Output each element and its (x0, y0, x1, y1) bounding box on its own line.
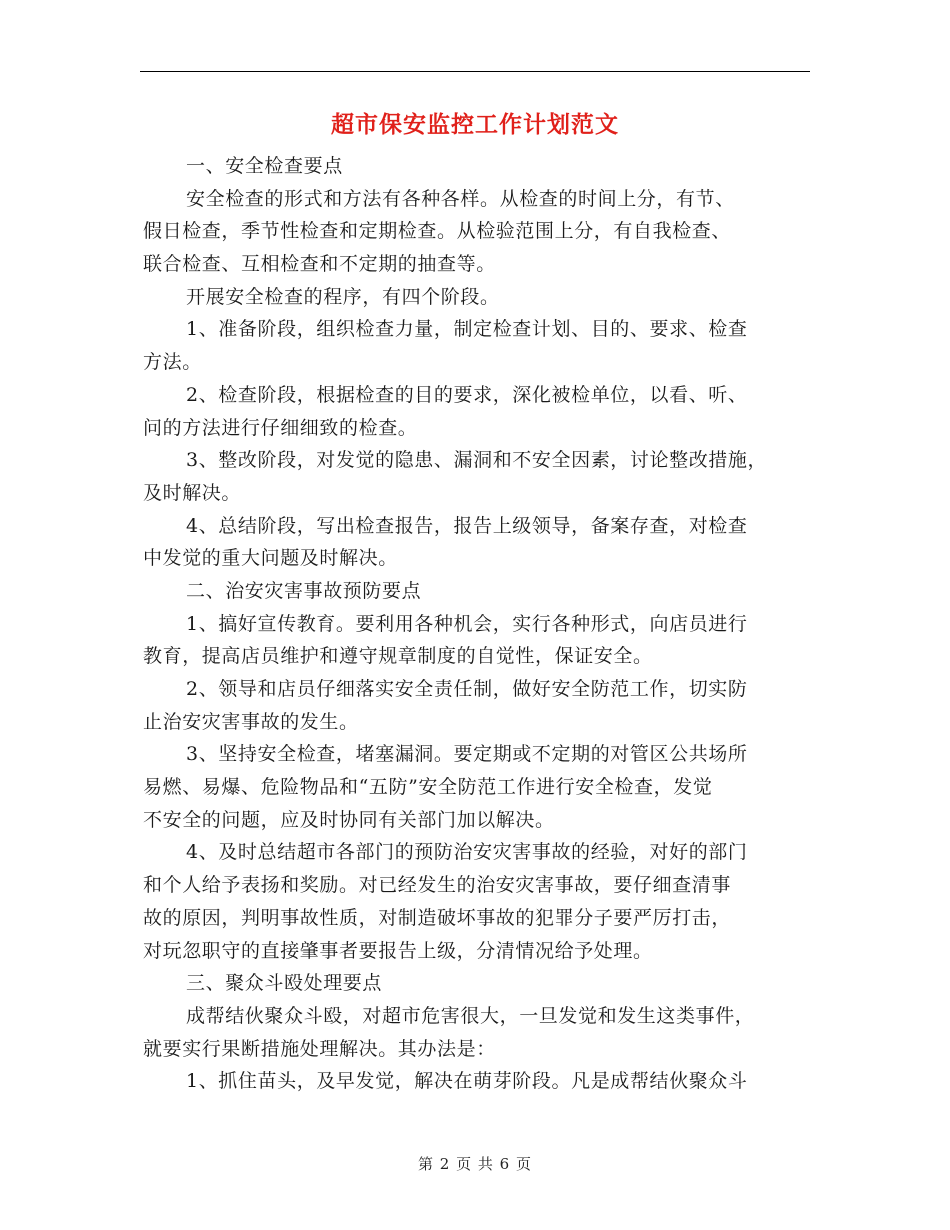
text-line: 止治安灾害事故的发生。 (143, 710, 359, 733)
text-line: 成帮结伙聚众斗殴，对超市危害很大，一旦发觉和发生这类事件， (186, 1004, 755, 1027)
text-line: 三、聚众斗殴处理要点 (186, 972, 383, 995)
text-line: 一、安全检查要点 (186, 155, 343, 177)
text-line: 安全检查的形式和方法有各种各样。从检查的时间上分，有节、 (186, 187, 735, 210)
text-line: 故的原因，判明事故性质，对制造破坏事故的犯罪分子要严厉打击， (143, 906, 732, 929)
text-line: 和个人给予表扬和奖励。对已经发生的治安灾害事故，要仔细查清事 (143, 874, 732, 897)
text-line: 开展安全检查的程序，有四个阶段。 (186, 285, 500, 308)
text-line: 假日检查，季节性检查和定期检查。从检验范围上分，有自我检查、 (143, 220, 732, 243)
text-line: 1、抓住苗头，及早发觉，解决在萌芽阶段。凡是成帮结伙聚众斗 (186, 1070, 748, 1093)
document-title: 超市保安监控工作计划范文 (331, 111, 619, 138)
text-line: 1、搞好宣传教育。要利用各种机会，实行各种形式，向店员进行 (186, 612, 748, 635)
text-line: 对玩忽职守的直接肇事者要报告上级，分清情况给予处理。 (143, 939, 653, 962)
document-body (143, 150, 811, 1098)
text-line: 就要实行果断措施处理解决。其办法是： (143, 1037, 496, 1060)
header-rule (140, 71, 810, 72)
text-line: 及时解决。 (143, 481, 242, 504)
text-line: 易燃、易爆、危险物品和“五防”安全防范工作进行安全检查，发觉 (143, 776, 713, 799)
text-line: 教育，提高店员维护和遵守规章制度的自觉性，保证安全。 (143, 645, 653, 668)
text-line: 1、准备阶段，组织检查力量，制定检查计划、目的、要求、检查 (186, 318, 748, 341)
page-footer: 第 2 页 共 6 页 (418, 1155, 532, 1173)
text-line: 4、总结阶段，写出检查报告，报告上级领导，备案存查，对检查 (186, 514, 748, 537)
text-line: 3、坚持安全检查，堵塞漏洞。要定期或不定期的对管区公共场所 (186, 743, 748, 766)
text-line: 不安全的问题，应及时协同有关部门加以解决。 (143, 808, 555, 831)
text-line: 2、检查阶段，根据检查的目的要求，深化被检单位，以看、听、 (186, 383, 748, 406)
text-line: 4、及时总结超市各部门的预防治安灾害事故的经验，对好的部门 (186, 841, 748, 864)
text-line: 问的方法进行仔细细致的检查。 (143, 416, 418, 439)
text-line: 方法。 (143, 351, 202, 374)
text-line: 中发觉的重大问题及时解决。 (143, 547, 398, 570)
text-line: 联合检查、互相检查和不定期的抽查等。 (143, 253, 496, 276)
text-line: 二、治安灾害事故预防要点 (186, 579, 422, 602)
text-line: 3、整改阶段，对发觉的隐患、漏洞和不安全因素，讨论整改措施， (186, 449, 768, 472)
text-line: 2、领导和店员仔细落实安全责任制，做好安全防范工作，切实防 (186, 678, 748, 700)
